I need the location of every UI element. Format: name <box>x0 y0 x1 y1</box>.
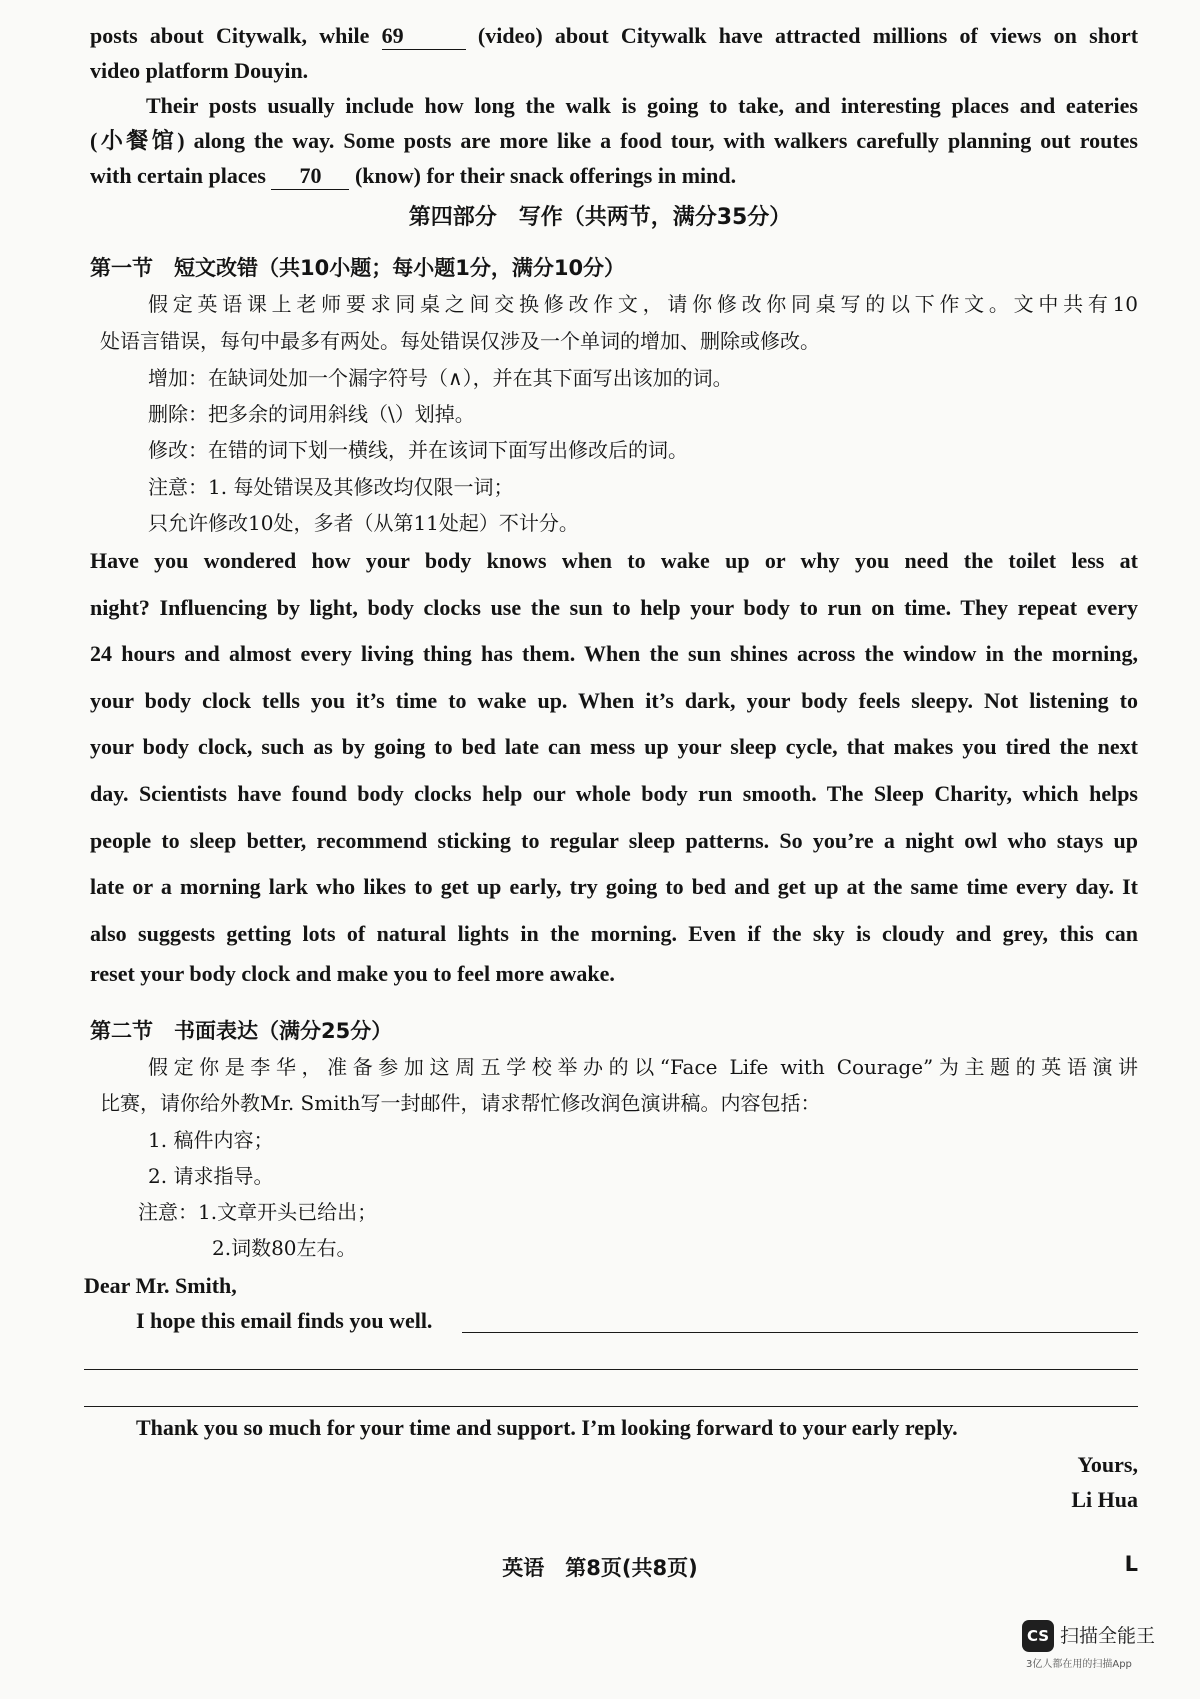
content-point-1: 1. 稿件内容； <box>148 1128 274 1152</box>
essay-line-7: people to sleep better, recommend sticking to regular sleep patterns. So you’re a night owl who stays up <box>90 828 1138 853</box>
letter-signoff: Yours, <box>1077 1452 1138 1477</box>
prompt-line-1: 假定你是李华，准备参加这周五学校举办的以“Face Life with Courage”为主题的英语演讲 <box>148 1055 1138 1079</box>
essay-line-4: your body clock tells you it’s time to wake up. When it’s dark, your body feels sleepy. Not listening to <box>90 688 1138 713</box>
section-2-title: 第二节 书面表达（满分25分） <box>90 1019 393 1043</box>
prompt-line-2: 比赛，请你给外教Mr. Smith写一封邮件，请求帮忙修改润色演讲稿。内容包括： <box>100 1091 821 1115</box>
answer-line-3 <box>84 1406 1138 1407</box>
writing-note-2: 2.词数80左右。 <box>212 1236 357 1260</box>
watermark-tagline: 3亿人都在用的扫描App <box>1026 1659 1132 1670</box>
answer-blank-70: 70 <box>271 163 349 190</box>
essay-line-1: Have you wondered how your body knows when to wake up or why you need the toilet less at <box>90 548 1138 573</box>
section-1-title: 第一节 短文改错（共10小题；每小题1分，满分10分） <box>90 256 626 280</box>
reading-text: (video) about Citywalk have attracted millions of views on short <box>477 23 1139 48</box>
answer-line-1 <box>462 1332 1138 1333</box>
answer-blank-69: 69 <box>382 23 466 50</box>
camscanner-logo-icon: CS <box>1022 1620 1054 1652</box>
essay-line-9: also suggests getting lots of natural lights in the morning. Even if the sky is cloudy and grey, this can <box>90 921 1138 946</box>
part-4-title: 第四部分 写作（共两节，满分35分） <box>408 205 792 230</box>
reading-line-5 <box>90 160 1138 192</box>
essay-line-5: your body clock, such as by going to bed late can mess up your sleep cycle, that makes you tired the next <box>90 734 1138 759</box>
letter-salutation: Dear Mr. Smith, <box>84 1273 237 1298</box>
essay-line-6: day. Scientists have found body clocks help our whole body run smooth. The Sleep Charity, which helps <box>90 781 1138 806</box>
reading-line-1 <box>90 20 1138 52</box>
reading-line-2: video platform Douyin. <box>90 58 309 83</box>
reading-text: with certain places <box>90 163 266 188</box>
instruction-add: 增加：在缺词处加一个漏字符号（∧），并在其下面写出该加的词。 <box>148 366 733 390</box>
instruction-note-1: 注意：1. 每处错误及其修改均仅限一词； <box>148 475 514 499</box>
instruction-note-2: 只允许修改10处，多者（从第11处起）不计分。 <box>148 511 579 535</box>
essay-line-2: night? Influencing by light, body clocks use the sun to help your body to run on time. They repeat every <box>90 595 1138 620</box>
instruction-line-1: 假定英语课上老师要求同桌之间交换修改作文，请你修改你同桌写的以下作文。文中共有10 <box>148 292 1138 316</box>
reading-line-3: Their posts usually include how long the walk is going to take, and interesting places and eateries <box>146 93 1138 118</box>
reading-line-4: (小餐馆) along the way. Some posts are more like a food tour, with walkers carefully planning out routes <box>90 128 1138 153</box>
paper-code: L <box>1124 1552 1138 1576</box>
instruction-line-2: 处语言错误，每句中最多有两处。每处错误仅涉及一个单词的增加、删除或修改。 <box>100 329 820 353</box>
essay-line-10: reset your body clock and make you to feel more awake. <box>90 961 615 986</box>
letter-closing: Thank you so much for your time and support. I’m looking forward to your early reply. <box>136 1415 958 1440</box>
writing-note-1: 注意：1.文章开头已给出； <box>138 1200 378 1224</box>
reading-text: (know) for their snack offerings in mind. <box>354 163 737 188</box>
answer-line-2 <box>84 1369 1138 1370</box>
content-point-2: 2. 请求指导。 <box>148 1164 274 1188</box>
watermark-app-name: 扫描全能王 <box>1060 1625 1156 1647</box>
scanner-watermark <box>1022 1620 1172 1680</box>
reading-text: posts about Citywalk, while <box>90 23 370 48</box>
essay-line-8: late or a morning lark who likes to get up early, try going to bed and get up at the same time every day. It <box>90 874 1138 899</box>
instruction-modify: 修改：在错的词下划一横线，并在该词下面写出修改后的词。 <box>148 438 688 462</box>
instruction-delete: 删除：把多余的词用斜线（\）划掉。 <box>148 402 475 426</box>
letter-opening: I hope this email finds you well. <box>136 1308 433 1333</box>
page-footer: 英语 第8页(共8页) <box>502 1556 698 1580</box>
letter-signature: Li Hua <box>1071 1487 1138 1512</box>
essay-line-3: 24 hours and almost every living thing has them. When the sun shines across the window in the morning, <box>90 641 1138 666</box>
